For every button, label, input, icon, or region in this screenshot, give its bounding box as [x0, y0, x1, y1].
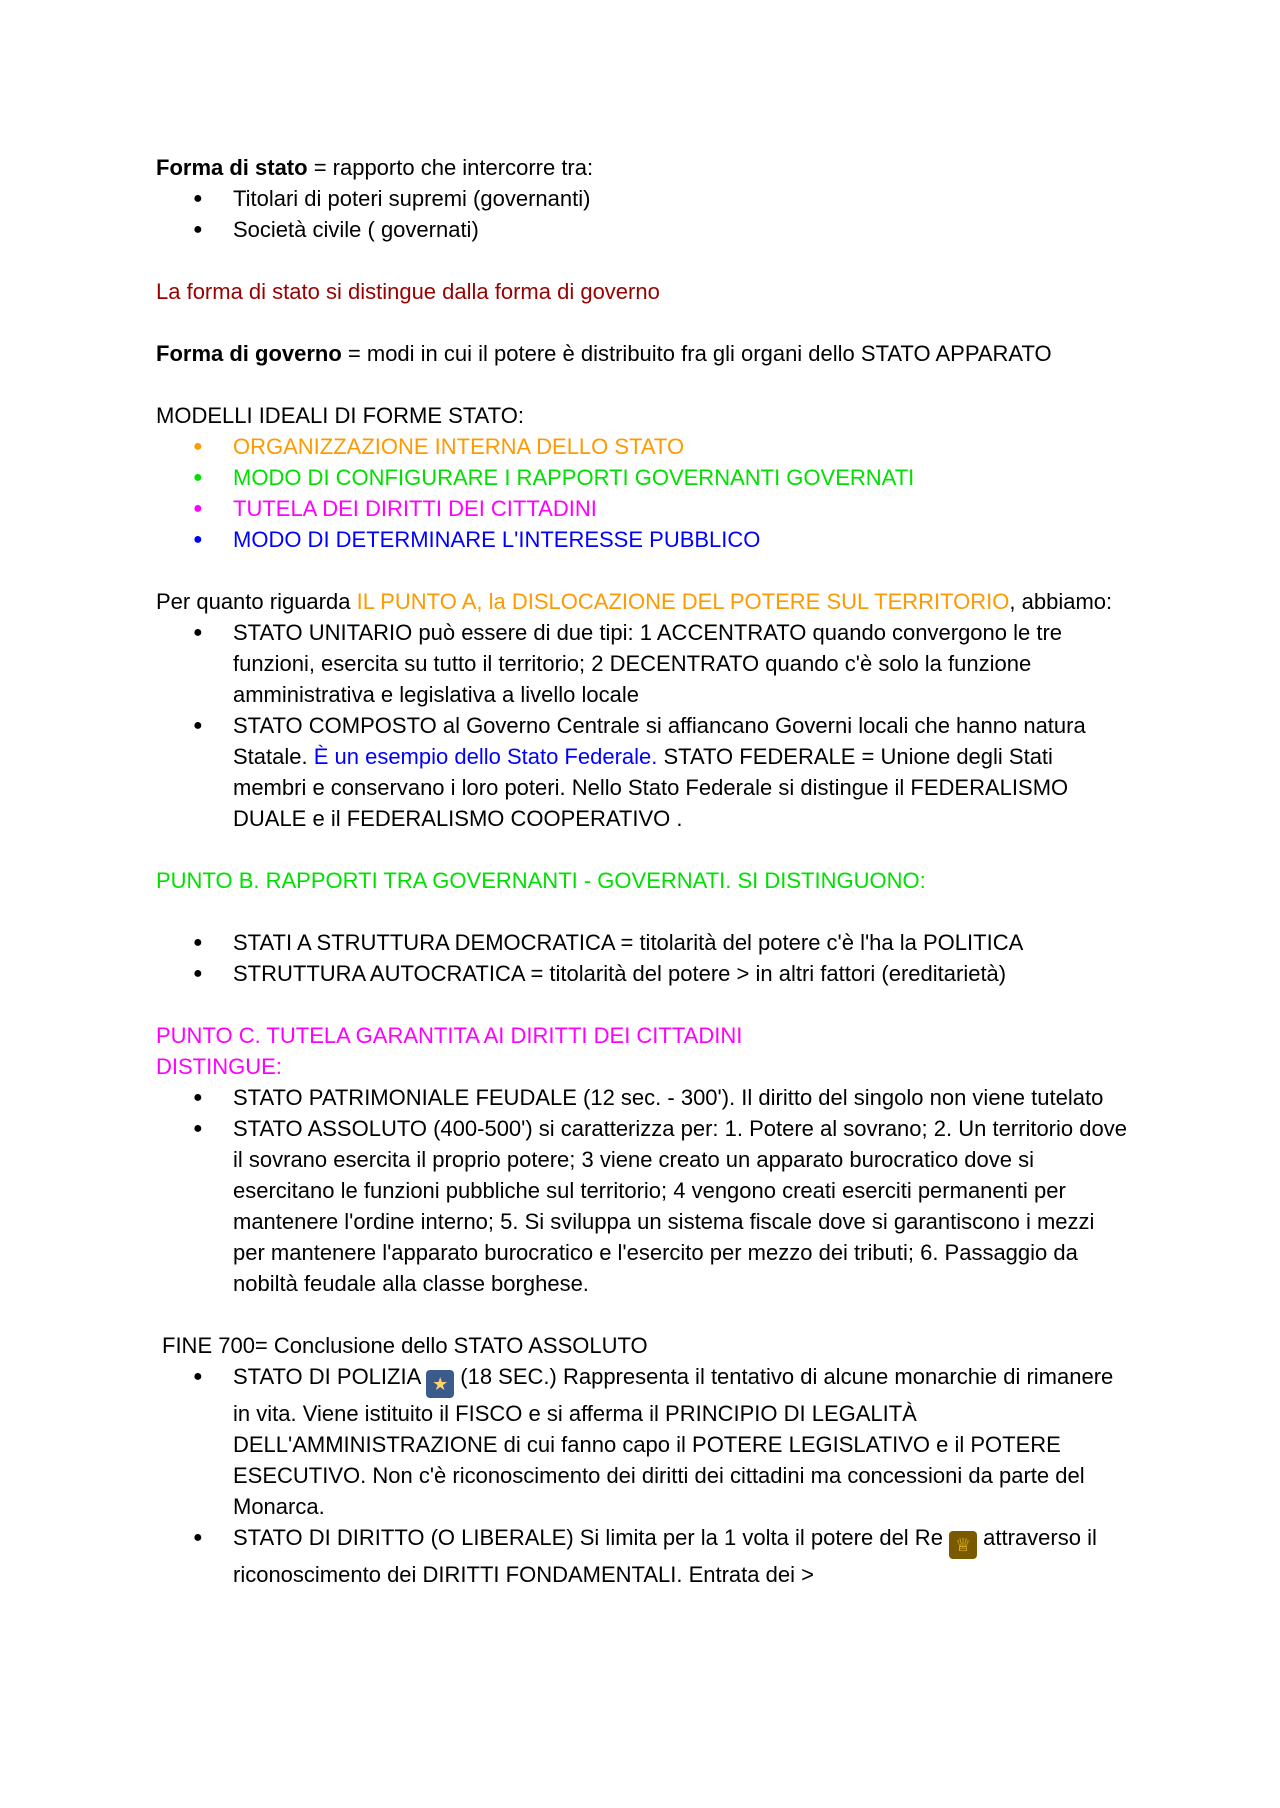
- list-item: ● STATO ASSOLUTO (400-500') si caratterizza per: 1. Potere al sovrano; 2. Un territorio dove il sovrano esercita il proprio potere; 3 viene creato un apparato burocratico dove si esercitano le funzioni pubbliche sul territorio; 4 vengono creati eserciti permanenti per mantenere l'ordine interno; 5. Si sviluppa un sistema fiscale dove si garantiscono i mezzi per mantenere l'apparato burocratico e l'esercito per mezzo dei tributi; 6. Passaggio da nobiltà feudale alla classe borghese.: [233, 1113, 1130, 1299]
- punto-a-intro: Per quanto riguarda IL PUNTO A, la DISLOCAZIONE DEL POTERE SUL TERRITORIO, abbiamo:: [156, 589, 1113, 614]
- crown-icon: ♕: [949, 1531, 977, 1559]
- list-item: ● STATI A STRUTTURA DEMOCRATICA = titolarità del potere c'è l'ha la POLITICA: [233, 927, 1130, 958]
- list-item: ● ORGANIZZAZIONE INTERNA DELLO STATO: [233, 431, 1130, 462]
- fine-700-line: FINE 700= Conclusione dello STATO ASSOLUTO: [162, 1333, 648, 1358]
- punto-d-list: [156, 1361, 1130, 1590]
- punto-b-heading: PUNTO B. RAPPORTI TRA GOVERNANTI - GOVERNATI. SI DISTINGUONO:: [156, 868, 926, 893]
- red-note: La forma di stato si distingue dalla forma di governo: [156, 279, 660, 304]
- list-item: ● MODO DI CONFIGURARE I RAPPORTI GOVERNANTI GOVERNATI: [233, 462, 1130, 493]
- punto-c-subheading: DISTINGUE:: [156, 1054, 282, 1079]
- list-item: ● STATO DI POLIZIA ★ (18 SEC.) Rappresenta il tentativo di alcune monarchie di rimanere in vita. Viene istituito il FISCO e si afferma il PRINCIPIO DI LEGALITÀ DELL'AMMINISTRAZIONE di cui fanno capo il POTERE LEGISLATIVO e il POTERE ESECUTIVO. Non c'è riconoscimento dei diritti dei cittadini ma concessioni da parte del Monarca.: [233, 1361, 1130, 1522]
- list-item: ● STATO UNITARIO può essere di due tipi: 1 ACCENTRATO quando convergono le tre funzioni, esercita su tutto il territorio; 2 DECENTRATO quando c'è solo la funzione amministrativa e legislativa a livello locale: [233, 617, 1130, 710]
- forma-di-stato-definition: Forma di stato = rapporto che intercorre tra:: [156, 155, 594, 180]
- governanti-list: [156, 183, 1130, 245]
- punto-b-list: [156, 927, 1130, 989]
- term-label: Forma di governo: [156, 341, 342, 366]
- list-item: ● STATO COMPOSTO al Governo Centrale si affiancano Governi locali che hanno natura Statale. È un esempio dello Stato Federale. STATO FEDERALE = Unione degli Stati membri e conservano i loro poteri. Nello Stato Federale si distingue il FEDERALISMO DUALE e il FEDERALISMO COOPERATIVO .: [233, 710, 1130, 834]
- list-item: ● STATO PATRIMONIALE FEUDALE (12 sec. - 300'). Il diritto del singolo non viene tutelato: [233, 1082, 1130, 1113]
- list-item: ● MODO DI DETERMINARE L'INTERESSE PUBBLICO: [233, 524, 1130, 555]
- police-officer-icon: ★: [426, 1370, 454, 1398]
- term-label: Forma di stato: [156, 155, 308, 180]
- punto-c-list: [156, 1082, 1130, 1299]
- punto-a-list: [156, 617, 1130, 834]
- models-title: MODELLI IDEALI DI FORME STATO:: [156, 403, 524, 428]
- list-item: ● Società civile ( governati): [233, 214, 1130, 245]
- list-item: ● STATO DI DIRITTO (O LIBERALE) Si limita per la 1 volta il potere del Re ♕ attraverso il riconoscimento dei DIRITTI FONDAMENTALI. Entrata dei >: [233, 1522, 1130, 1590]
- forma-di-governo-definition: Forma di governo = modi in cui il potere è distribuito fra gli organi dello STATO APPARATO: [156, 341, 1052, 366]
- models-list: [156, 431, 1130, 555]
- list-item: ● TUTELA DEI DIRITTI DEI CITTADINI: [233, 493, 1130, 524]
- punto-c-heading: PUNTO C. TUTELA GARANTITA AI DIRITTI DEI CITTADINI: [156, 1023, 743, 1048]
- list-item: ● STRUTTURA AUTOCRATICA = titolarità del potere > in altri fattori (ereditarietà): [233, 958, 1130, 989]
- list-item: ● Titolari di poteri supremi (governanti): [233, 183, 1130, 214]
